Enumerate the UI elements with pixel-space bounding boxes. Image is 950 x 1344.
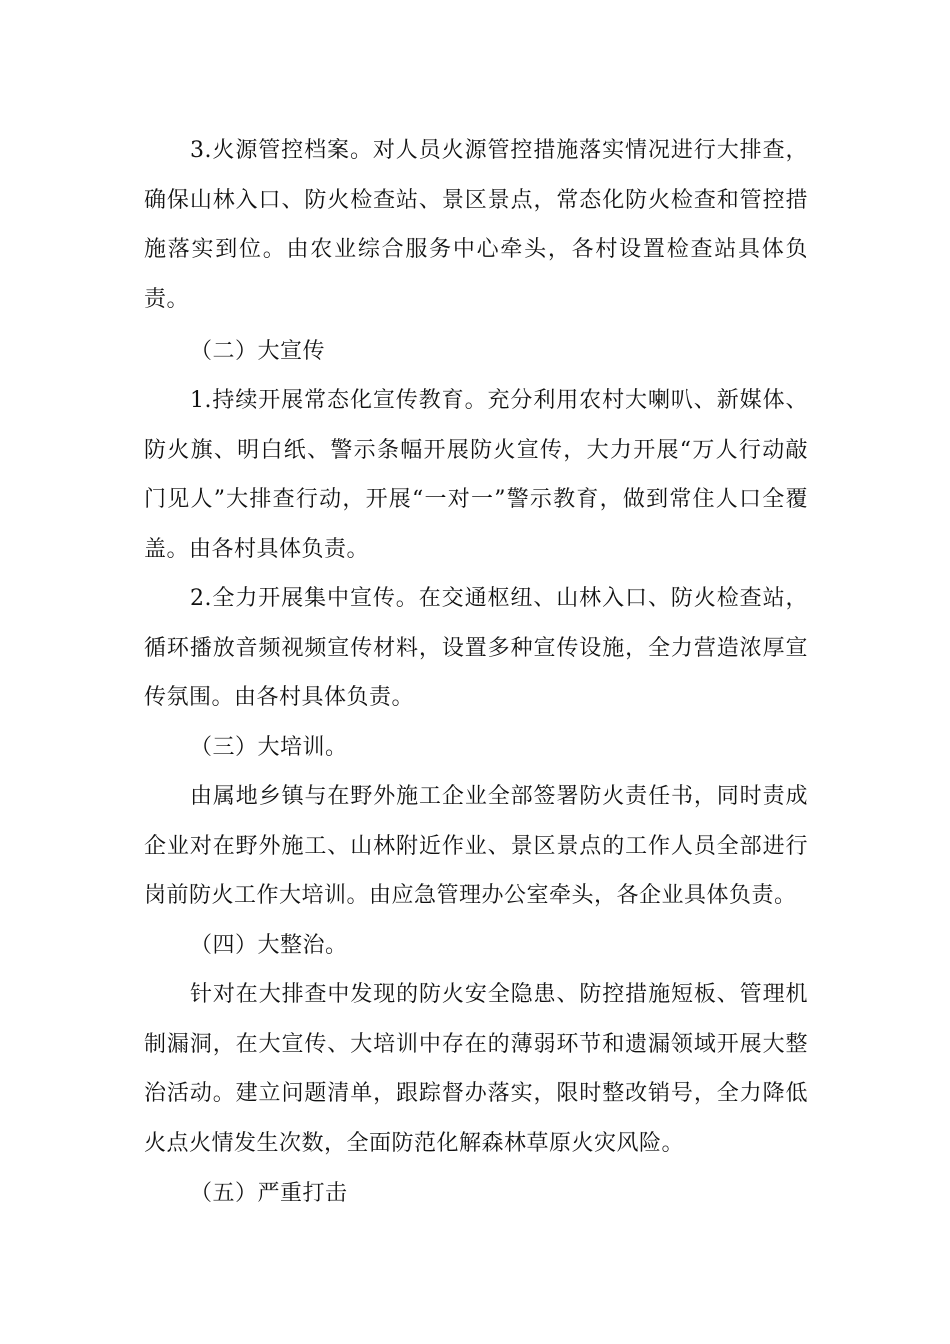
heading-rectification: （四）大整治。 bbox=[190, 933, 348, 958]
paragraph-concentrated-publicity: 2.全力开展集中宣传。在交通枢纽、山林入口、防火检查站，循环播放音频视频宣传材料，设置多种宣传设施，全力营造浓厚宣传氛围。由各村具体负责。 bbox=[144, 586, 808, 710]
heading-crackdown: （五）严重打击 bbox=[190, 1181, 348, 1206]
paragraph-training-detail: 由属地乡镇与在野外施工企业全部签署防火责任书，同时责成企业对在野外施工、山林附近作业、景区景点的工作人员全部进行岗前防火工作大培训。由应急管理办公室牵头，各企业具体负责。 bbox=[144, 784, 808, 908]
heading-publicity: （二）大宣传 bbox=[190, 339, 326, 364]
heading-training: （三）大培训。 bbox=[190, 735, 348, 760]
paragraph-fire-source-archive: 3.火源管控档案。对人员火源管控措施落实情况进行大排查，确保山林入口、防火检查站、景区景点，常态化防火检查和管控措施落实到位。由农业综合服务中心牵头，各村设置检查站具体负责。 bbox=[144, 138, 808, 312]
paragraph-rectification-detail: 针对在大排查中发现的防火安全隐患、防控措施短板、管理机制漏洞，在大宣传、大培训中存在的薄弱环节和遗漏领域开展大整治活动。建立问题清单，跟踪督办落实，限时整改销号，全力降低火点火情发生次数，全面防范化解森林草原火灾风险。 bbox=[144, 982, 808, 1156]
paragraph-regular-education: 1.持续开展常态化宣传教育。充分利用农村大喇叭、新媒体、防火旗、明白纸、警示条幅开展防火宣传，大力开展“万人行动敲门见人”大排查行动，开展“一对一”警示教育，做到常住人口全覆盖。由各村具体负责。 bbox=[144, 388, 808, 562]
